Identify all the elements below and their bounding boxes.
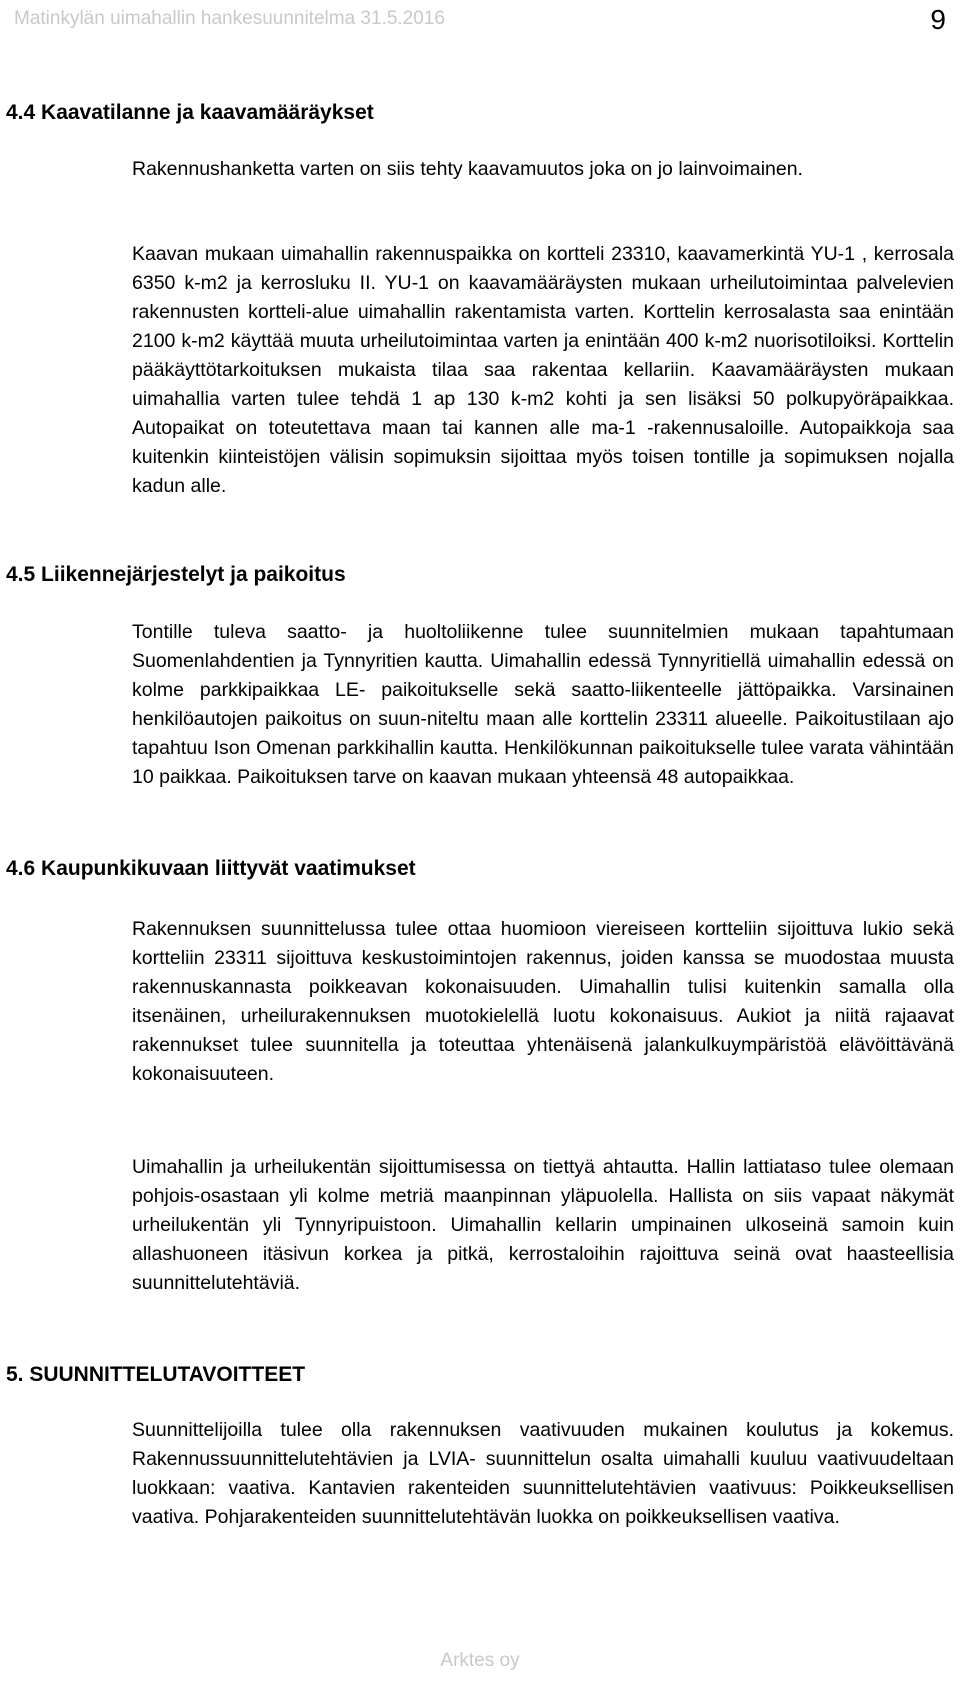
paragraph: Tontille tuleva saatto- ja huoltoliikenne tulee suunnitelmien mukaan tapahtumaan Suomenlahdentien ja Tynnyritien kautta. Uimahallin edessä Tynnyritiellä uimahallin edessä on kolme parkkipaikkaa LE- paikoitukselle sekä saatto-liikenteelle jättöpaikka. Varsinainen henkilöautojen paikoitus on suun-niteltu maan alle korttelin 23311 alueelle. Paikoitustilaan ajo tapahtuu Ison Omenan parkkihallin kautta. Henkilökunnan paikoitukselle tulee varata vähintään 10 paikkaa. Paikoituksen tarve on kaavan mukaan yhteensä 48 autopaikkaa. [132, 621, 954, 788]
page-number: 9 [930, 4, 946, 35]
section-heading: 4.5 Liikennejärjestelyt ja paikoitus [6, 563, 346, 586]
paragraph: Uimahallin ja urheilukentän sijoittumisessa on tiettyä ahtautta. Hallin lattiataso tulee olemaan pohjois-osastaan yli kolme metriä maanpinnan yläpuolella. Hallista on siis vapaat näkymät urheilukentän yli Tynnyripuistoon. Uimahallin kellarin umpinainen ulkoseinä samoin kuin allashuoneen itäsivun korkea ja pitkä, kerrostaloihin rajoittuva seinä ovat haasteellisia suunnittelutehtäviä. [132, 1156, 954, 1294]
paragraph: Rakennuksen suunnittelussa tulee ottaa huomioon viereiseen kortteliin sijoittuva lukio sekä kortteliin 23311 sijoittuva keskustoimintojen rakennus, joiden kanssa se muodostaa muusta rakennuskannasta poikkeavan kokonaisuuden. Uimahallin tulisi kuitenkin samalla olla itsenäinen, urheilurakennuksen muotokielellä luotu kokonaisuus. Aukiot ja niitä rajaavat rakennukset tulee suunnitella ja toteuttaa yhtenäisenä jalankulkuympäristöä elävöittävänä kokonaisuuteen. [132, 918, 954, 1085]
paragraph: Suunnittelijoilla tulee olla rakennuksen vaativuuden mukainen koulutus ja kokemus. Rakennussuunnittelutehtävien ja LVIA- suunnittelun osalta uimahalli kuuluu vaativuudeltaan luokkaan: vaativa. Kantavien rakenteiden suunnittelutehtävien vaativuus: Poikkeuksellisen vaativa. Pohjarakenteiden suunnittelutehtävän luokka on poikkeuksellisen vaativa. [132, 1419, 954, 1528]
paragraph: Kaavan mukaan uimahallin rakennuspaikka on kortteli 23310, kaavamerkintä YU-1 , kerrosala 6350 k-m2 ja kerrosluku II. YU-1 on kaavamääräysten mukaan urheilutoimintaa palvelevien rakennusten kortteli-alue uimahallin rakentamista varten. Korttelin kerrosalasta saa enintään 2100 k-m2 käyttää muuta urheilutoimintaa varten ja enintään 400 k-m2 nuorisotiloiksi. Korttelin pääkäyttötarkoituksen mukaista tilaa saa rakentaa kellariin. Kaavamääräysten mukaan uimahallia varten tulee tehdä 1 ap 130 k-m2 kohti ja sen lisäksi 50 polkupyöräpaikkaa. Autopaikat on toteutettava maan tai kannen alle ma-1 -rakennusaloille. Autopaikkoja saa kuitenkin kiinteistöjen välisin sopimuksin sijoittaa myös toisen tontille ja sopimuksen nojalla kadun alle. [132, 243, 954, 497]
document-title: Matinkylän uimahallin hankesuunnitelma 31.5.2016 [14, 8, 445, 29]
section-heading: 5. SUUNNITTELUTAVOITTEET [6, 1363, 306, 1386]
page-header [0, 4, 960, 44]
section-heading: 4.4 Kaavatilanne ja kaavamääräykset [6, 101, 374, 124]
section-heading: 4.6 Kaupunkikuvaan liittyvät vaatimukset [6, 857, 416, 880]
paragraph: Rakennushanketta varten on siis tehty kaavamuutos joka on jo lainvoimainen. [132, 158, 803, 180]
page-footer: Arktes oy [440, 1650, 520, 1671]
